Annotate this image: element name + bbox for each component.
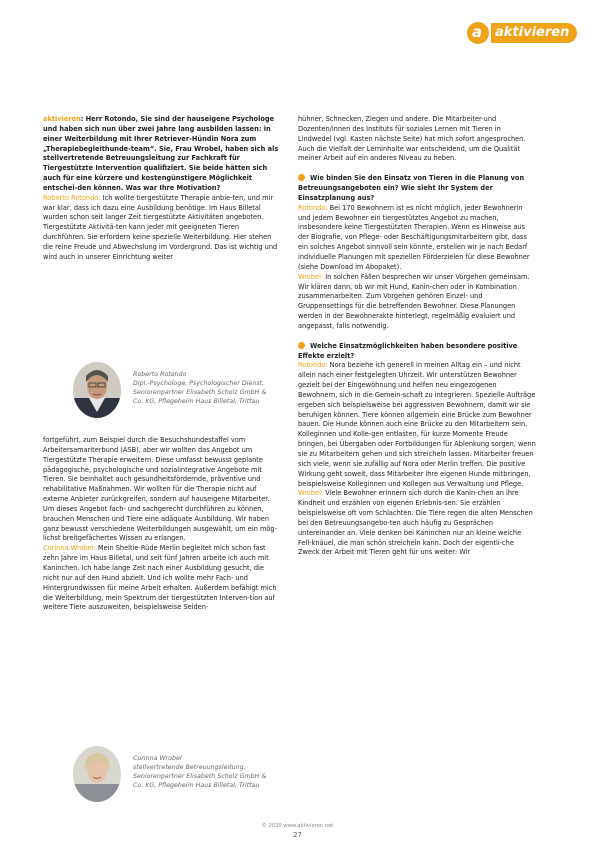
speaker-wrobel: Corinna Wrobel: [43, 544, 96, 553]
answer-rotondo-3-text: Nora beziehe ich generell in meinen Alltag ein – und nicht allein nach einer festgelegten Uhrzeit. Wir unterstützen Bewohner gezielt bei der Eingewöhnung und helfen neu eingezogenen Bewohnern, sich in die Gemein-schaft zu integrieren. Spezielle Aufträge ergeben sich beispielsweise bei aggressiven Bewohnern, damit wir sie beruhigen können. Tiere können allgemein eine Brücke zum Bewohner bauen. Die Hunde können auch eine Brücke zu den Mitarbeitern sein, Kolleginnen und Kolle-gen entlasten, für kurze Momente Freude bringen, bei Übergaben oder Fortbildungen für Ablenkung sorgen, wenn sie zu Mitarbeitern gehen und sich streicheln lassen. Mitarbeiter freuen sich viele, wenn sie zufällig auf Nora oder Merlin treffen. Die positive Wirkung geht soweit, dass Mitarbeiter ihre eigenen Hunde mitbringen, beispielsweise Kolleginnen und Kollegen aus Verwaltung und Pflege. [298, 361, 536, 488]
intro-question-text: : Herr Rotondo, Sie sind der hauseigene Psychologe und haben sich nun über zwei Jahre lang ausbilden lassen: in einer Weiterbildung mit Ihrer Retriever-Hündin Nora zum „Therapiebegleithunde-team“. Sie, Frau Wrobel, haben sich als stellvertretende Betreuungsleitung zur Fachkraft für Tiergestützte Intervention qualifiziert. Sie beide hätten sich auch für eine kürzere und kostengünstigere Möglichkeit entschei-den können. Was war Ihre Motivation? [43, 115, 279, 192]
right-column [298, 115, 536, 558]
paragraph-continued: hühner, Schnecken, Ziegen und andere. Die Mitarbeiter-und Dozenten/innen des Instituts für soziales Lernen mit Tieren in Lindwedel (vgl. Kasten nächste Seite) hat mich sofort angesprochen. Auch die Vielfalt der Lerninhalte war entscheidend, um die Qualität meiner Arbeit auf ein anderes Niveau zu heben. [298, 115, 526, 163]
answer-rotondo-1-text: Ich wollte tiergestützte Therapie anbie-ten, und mir war klar, dass ich dazu eine Ausbildung benötige. Im Haus Billetal wurden schon seit langer Zeit tiergestützte Aktivitäten angeboten. Tiergestützte Aktivitä-ten kann jeder mit geeigneten Tieren durchführen. Sie erfordern keine spezielle Weiterbildung. Hier stehen die reine Freude und Abwechslung im Vordergrund. Das ist wichtig und wird auch in unserer Einrichtung weiter [43, 193, 278, 261]
speaker-wrobel: Wrobel: [298, 272, 324, 281]
profile-org-2: Co. KG, Pflegeheim Haus Billetal, Trittau [133, 397, 260, 405]
footer-url: © 2020 www.aktivieren.net [261, 823, 334, 829]
answer-rotondo-2 [298, 204, 536, 273]
answer-wrobel-2 [298, 273, 536, 332]
page-number: 27 [293, 831, 302, 839]
profile-org: Seniorenpartner Elisabeth Scholz GmbH & [133, 772, 267, 780]
intro-question [43, 115, 279, 194]
profile-role: stellvertretende Betreuungsleitung, [133, 763, 246, 771]
profile-rotondo [73, 362, 293, 418]
avatar [73, 746, 121, 802]
question-effects [298, 342, 536, 362]
speaker-rotondo: Roberto Rotondo: [43, 193, 101, 202]
answer-wrobel-1 [43, 544, 279, 613]
answer-rotondo-1 [43, 194, 279, 263]
profile-name: Roberto Rotondo [133, 371, 187, 378]
answer-rotondo-2-text: Bei 170 Bewohnern ist es nicht möglich, jeder Bewohnerin und jedem Bewohner ein tiergestütztes Angebot zu machen, insbesondere keine Tiergestützten Therapien. Wenn es Hinweise aus der Biografie, von Pflege- oder Beschäftigungsmitarbeitern gibt, dass ein solches Angebot sinnvoll sein könnte, erstellen wir je nach Bedarf individuelle Planungen mit speziellen Förderzielen für diese Bewohner (siehe Download im Abopaket). [298, 203, 530, 271]
left-column-middle [43, 436, 279, 613]
left-column-top [43, 115, 279, 263]
profile-org: Seniorenpartner Elisabeth Scholz GmbH & [133, 388, 267, 396]
answer-wrobel-3-text: Viele Bewohner erinnern sich durch die Kanin-chen an ihre Kindheit und erzählen von eigenen Erlebnis-sen. Sie erzählen beispielsweise oft vom Schlachten. Die Tiere regen die alten Menschen bei den Betreuungsangebo-ten auch häufig zu Gesprächen untereinander an. Viele denken bei Kaninchen nur an kleine weiche Fell-knäuel, die man schön streicheln kann. Doch der eigentli-che Zweck der Arbeit mit Tieren geht für uns weiter: Wir [298, 489, 533, 557]
profile-name: Corinna Wrobel [133, 755, 182, 762]
brand-logo-icon [467, 22, 489, 44]
question-planning [298, 174, 536, 204]
brand-logo [467, 20, 577, 46]
speaker-rotondo: Rotondo: [298, 203, 328, 212]
profile-caption [133, 371, 293, 418]
question-planning-text: Wie binden Sie den Einsatz von Tieren in die Planung von Betreuungsangeboten ein? Wie sieht Ihr System der Einsatzplanung aus? [298, 174, 525, 202]
profile-wrobel [73, 746, 293, 802]
speaker-aktivieren: aktivieren [43, 115, 81, 123]
profile-caption [133, 755, 293, 802]
bullet-icon [298, 342, 305, 349]
answer-wrobel-3 [298, 489, 536, 558]
brand-name: aktivieren [491, 23, 577, 43]
profile-role: Dipl.-Psychologe, Psychologischer Dienst, [133, 379, 265, 387]
speaker-wrobel: Wrobel: [298, 489, 324, 498]
question-effects-text: Welche Einsatzmöglichkeiten haben besondere positive Effekte erzielt? [298, 341, 518, 360]
bullet-icon [298, 174, 305, 181]
speaker-rotondo: Rotondo: [298, 361, 328, 370]
paragraph-continued: fortgeführt, zum Beispiel durch die Besuchshundestaffel vom Arbeitersamariterbund (ASB), aber wir wollten das Angebot um Tiergestützte Therapie erweitern. Diese umfasst bewusst geplante pädagogische, psychologische und sozialintegrative Angebote mit Tieren. Sie beinhaltet auch gesundheitsfördernde, präventive und rehabilitative Maßnahmen. Wir wollten für die Therapie nicht auf externe Anbieter zurückgreifen, sondern auf hauseigene Mitarbeiter. Um dieses Angebot fach- und sachgerecht durchführen zu können, brauchen Menschen und Tiere eine adäquate Ausbildung. Wir haben ganz bewusst verschiedene Weiterbildungen ausgewählt, um ein mög-lichst breitgefächertes Wissen zu erlangen. [43, 436, 277, 543]
answer-wrobel-1-text: Mein Sheltie-Rüde Merlin begleitet mich schon fast zehn Jahre im Haus Billetal, und seit fünf Jahren arbeite ich auch mit Kaninchen. Ich habe lange Zeit nach einer Ausbildung gesucht, die nicht nur auf den Hund abzielt. Und ich wollte mehr Fach- und Hintergrundwissen für meine Arbeit erhalten. Außerdem befähigt mich die Weiterbildung, mein Spektrum der tiergestützten Interven-tion auf weitere Tiere auszuweiten, beispielsweise Seiden- [43, 544, 277, 612]
answer-wrobel-2-text: In solchen Fällen besprechen wir unser Vorgehen gemeinsam. Wir klären dann, ob wir mit Hund, Kanin-chen oder in Kombination zusammenarbeiten. Zum Vorgehen gehören Einzel- und Gruppensettings für die betreffenden Bewohner. Diese Planungen werden in der Bewohnerakte hinterlegt, regelmäßig evaluiert und angepasst, falls notwendig. [298, 272, 530, 330]
avatar [73, 362, 121, 418]
answer-rotondo-3 [298, 361, 536, 489]
brand-icon-letter: a [472, 23, 483, 41]
profile-org-2: Co. KG, Pflegeheim Haus Billetal, Trittau [133, 781, 260, 789]
